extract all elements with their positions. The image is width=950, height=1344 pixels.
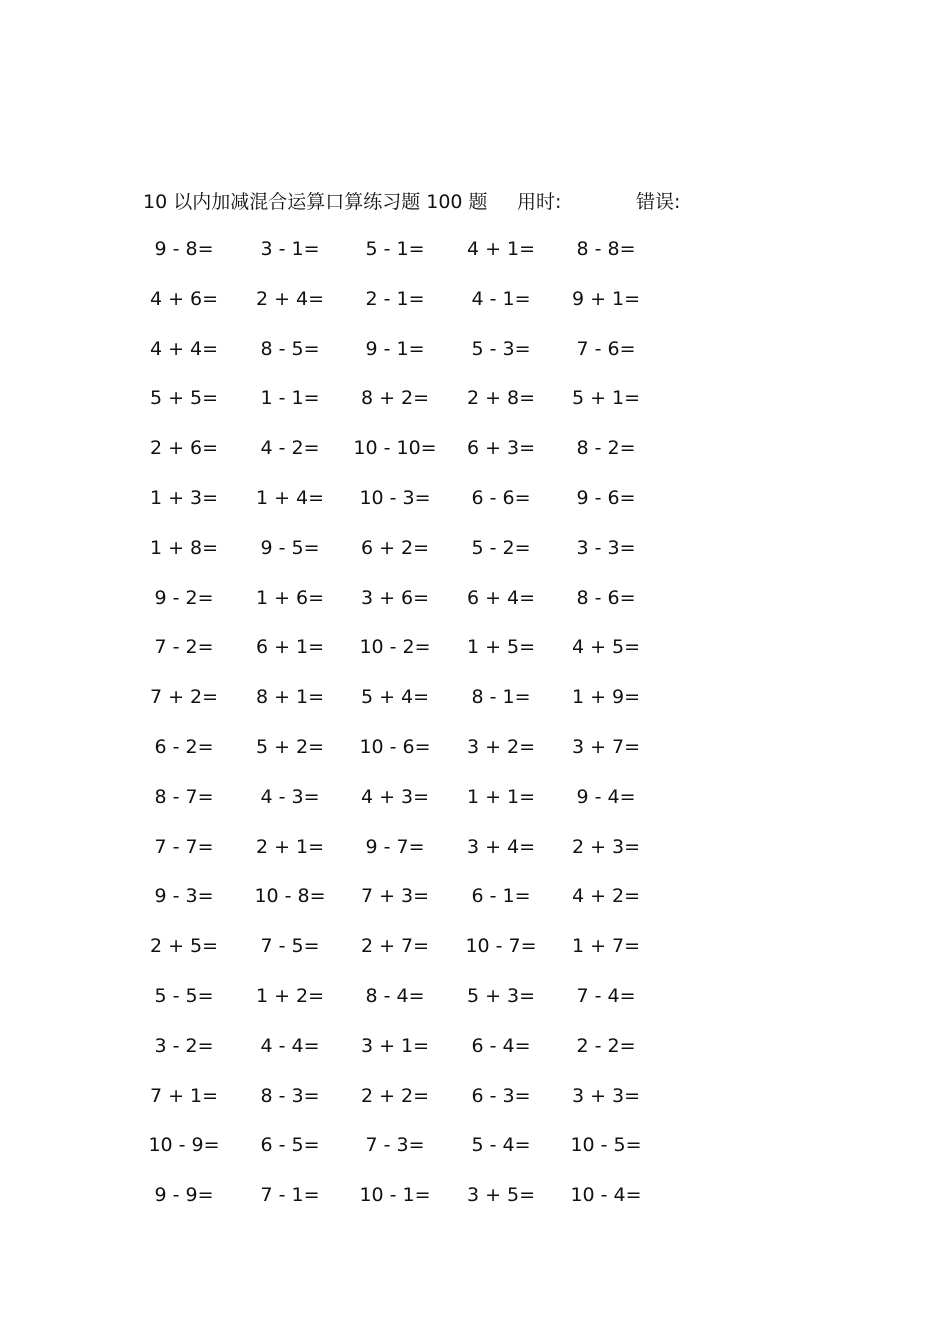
problem-item: 2 + 3= [571,835,641,858]
problem-row [0,882,950,932]
problem-item: 9 - 8= [154,238,214,260]
problem-item: 9 + 1= [571,287,641,310]
problem-item: 1 + 8= [149,536,219,559]
problem-item: 10 - 5= [570,1134,642,1157]
problem-item: 4 + 1= [466,238,536,260]
problem-item: 2 + 8= [466,387,536,410]
problem-row [0,982,950,1032]
problem-item: 4 + 2= [571,885,641,908]
problem-item: 6 + 4= [466,586,536,609]
problem-row [0,285,950,335]
problem-item: 6 + 2= [360,536,430,559]
problem-item: 9 - 4= [576,785,636,808]
problem-item: 3 - 3= [576,536,636,559]
problem-item: 5 + 1= [571,387,641,410]
problem-row [0,584,950,634]
problem-row [0,1131,950,1181]
problem-item: 1 + 6= [255,586,325,609]
problem-item: 9 - 1= [365,337,425,360]
problem-item: 6 - 5= [260,1134,320,1157]
problem-item: 1 + 9= [571,686,641,709]
problem-item: 4 - 2= [260,437,320,460]
problem-row [0,384,950,434]
problem-item: 7 + 2= [149,686,219,709]
problem-item: 8 + 2= [360,387,430,410]
problem-item: 4 + 5= [571,636,641,659]
problem-item: 10 - 9= [148,1134,220,1157]
problem-item: 2 - 1= [365,287,425,310]
time-used-label: 用时: [517,191,562,213]
problem-row [0,335,950,385]
problem-row [0,434,950,484]
problem-item: 4 + 6= [149,287,219,310]
problem-item: 10 - 8= [254,885,326,908]
problem-item: 7 - 7= [154,835,214,858]
problem-item: 5 - 1= [365,238,425,260]
problem-item: 3 + 1= [360,1034,430,1057]
problem-item: 6 - 1= [471,885,531,908]
problem-item: 3 + 5= [466,1184,536,1207]
problem-item: 10 - 4= [570,1184,642,1207]
problem-item: 5 + 3= [466,984,536,1007]
problem-item: 7 - 3= [365,1134,425,1157]
problem-item: 5 + 4= [360,686,430,709]
problem-row [0,235,950,285]
problem-item: 2 + 1= [255,835,325,858]
problem-item: 1 + 4= [255,486,325,509]
problem-item: 6 - 6= [471,486,531,509]
problem-item: 8 - 8= [576,238,636,260]
problem-item: 6 - 3= [471,1084,531,1107]
problem-item: 8 - 5= [260,337,320,360]
problem-item: 4 - 3= [260,785,320,808]
problem-row [0,484,950,534]
problem-item: 1 + 7= [571,935,641,958]
problem-item: 3 - 2= [154,1034,214,1057]
problem-row [0,683,950,733]
problem-item: 6 - 2= [154,735,214,758]
problem-item: 2 + 7= [360,935,430,958]
problem-item: 5 + 2= [255,735,325,758]
problem-item: 6 + 3= [466,437,536,460]
problem-item: 2 + 5= [149,935,219,958]
problem-item: 8 - 2= [576,437,636,460]
problem-row [0,833,950,883]
problem-item: 5 - 5= [154,984,214,1007]
problem-item: 7 - 4= [576,984,636,1007]
problem-item: 10 - 10= [353,437,437,460]
problem-row [0,932,950,982]
problem-item: 4 - 1= [471,287,531,310]
problem-item: 5 + 5= [149,387,219,410]
problem-item: 7 - 5= [260,935,320,958]
problem-item: 5 - 4= [471,1134,531,1157]
problem-item: 8 - 7= [154,785,214,808]
problem-item: 7 - 2= [154,636,214,659]
problem-item: 6 + 1= [255,636,325,659]
problem-item: 1 + 5= [466,636,536,659]
problem-item: 10 - 3= [359,486,431,509]
problem-item: 4 + 4= [149,337,219,360]
problem-item: 8 - 3= [260,1084,320,1107]
problem-grid [0,235,950,1231]
error-count-label: 错误: [636,191,681,213]
problem-item: 7 - 1= [260,1184,320,1207]
problem-row [0,1181,950,1231]
problem-item: 10 - 7= [465,935,537,958]
problem-row [0,783,950,833]
problem-item: 3 + 6= [360,586,430,609]
problem-item: 5 - 3= [471,337,531,360]
problem-row [0,633,950,683]
problem-item: 8 - 4= [365,984,425,1007]
problem-item: 9 - 2= [154,586,214,609]
problem-item: 4 + 3= [360,785,430,808]
problem-item: 3 + 7= [571,735,641,758]
problem-item: 1 - 1= [260,387,320,410]
problem-item: 10 - 6= [359,735,431,758]
problem-item: 7 - 6= [576,337,636,360]
problem-item: 2 - 2= [576,1034,636,1057]
problem-item: 2 + 6= [149,437,219,460]
problem-row [0,1082,950,1132]
problem-item: 1 + 1= [466,785,536,808]
problem-item: 9 - 6= [576,486,636,509]
problem-row [0,534,950,584]
problem-item: 9 - 3= [154,885,214,908]
problem-item: 3 + 2= [466,735,536,758]
problem-item: 2 + 2= [360,1084,430,1107]
problem-item: 8 - 6= [576,586,636,609]
problem-item: 7 + 3= [360,885,430,908]
worksheet-title: 10 以内加减混合运算口算练习题 100 题 [143,191,488,213]
problem-item: 10 - 1= [359,1184,431,1207]
problem-item: 8 - 1= [471,686,531,709]
problem-item: 3 + 3= [571,1084,641,1107]
problem-item: 2 + 4= [255,287,325,310]
problem-item: 4 - 4= [260,1034,320,1057]
problem-item: 7 + 1= [149,1084,219,1107]
problem-item: 9 - 9= [154,1184,214,1207]
problem-item: 1 + 3= [149,486,219,509]
problem-item: 6 - 4= [471,1034,531,1057]
problem-item: 8 + 1= [255,686,325,709]
problem-row [0,733,950,783]
problem-item: 9 - 5= [260,536,320,559]
problem-item: 10 - 2= [359,636,431,659]
problem-item: 3 - 1= [260,238,320,260]
problem-item: 5 - 2= [471,536,531,559]
problem-row [0,1032,950,1082]
problem-item: 3 + 4= [466,835,536,858]
problem-item: 9 - 7= [365,835,425,858]
problem-item: 1 + 2= [255,984,325,1007]
